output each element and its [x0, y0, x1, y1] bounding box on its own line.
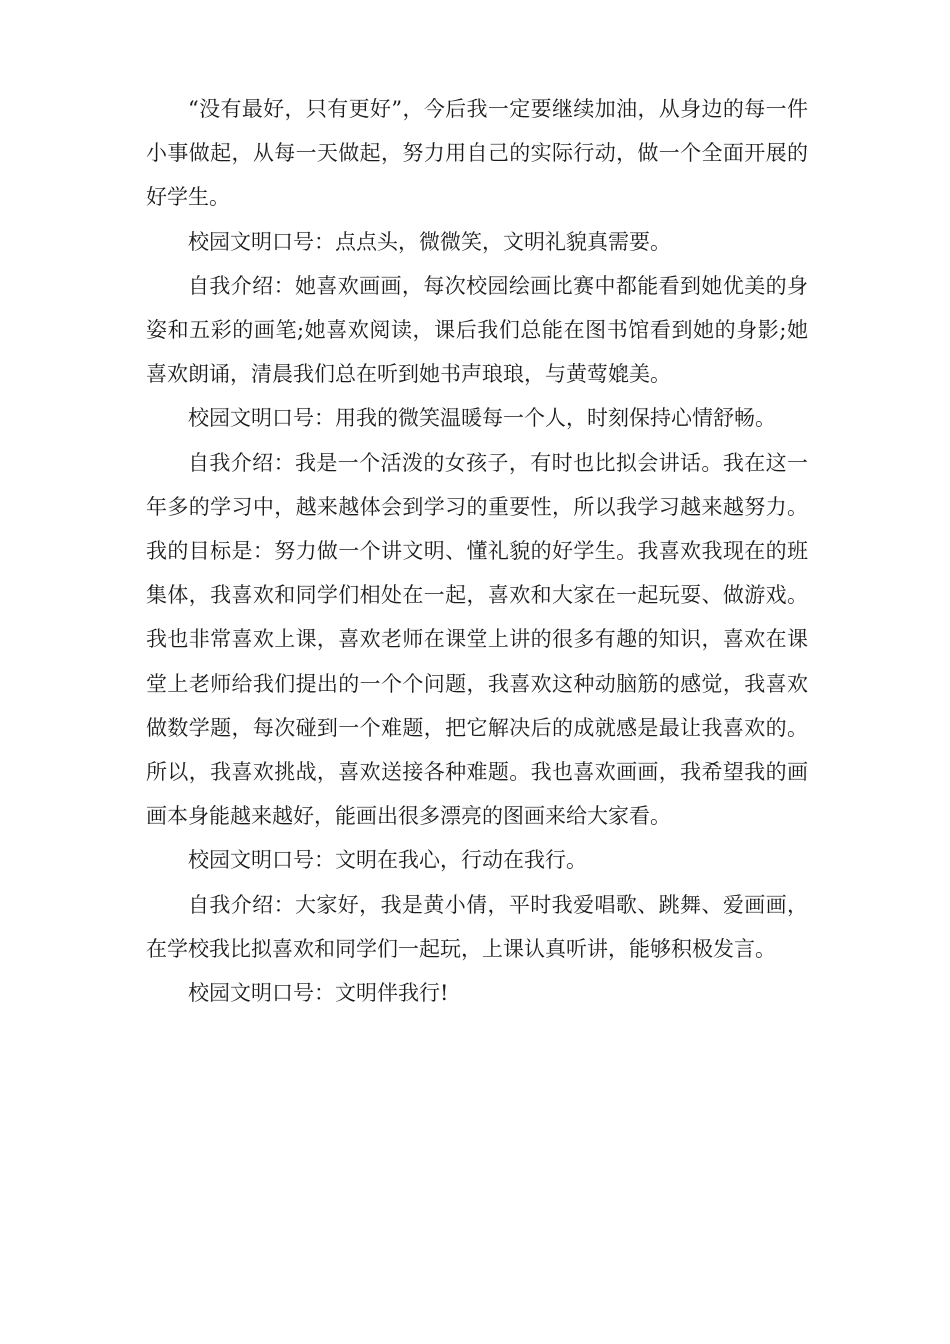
paragraph-slogan-4: 校园文明口号：文明伴我行!	[188, 981, 449, 1006]
paragraph-slogan-1: 校园文明口号：点点头，微微笑，文明礼貌真需要。	[188, 229, 671, 254]
paragraph-intro-1: 自我介绍：她喜欢画画，每次校园绘画比赛中都能看到她优美的身姿和五彩的画笔;她喜欢阅读，课后我们总能在图书馆看到她的身影;她喜欢朗诵，清晨我们总在听到她书声琅琅，与黄莺媲美。	[146, 273, 808, 387]
document-page	[146, 87, 808, 1015]
paragraph-intro-3: 自我介绍：大家好，我是黄小倩，平时我爱唱歌、跳舞、爱画画，在学校我比拟喜欢和同学们一起玩，上课认真听讲，能够积极发言。	[146, 892, 808, 961]
paragraph-slogan-3: 校园文明口号：文明在我心，行动在我行。	[188, 848, 587, 873]
paragraph-closing-remark: “没有最好，只有更好”，今后我一定要继续加油，从身边的每一件小事做起，从每一天做起，努力用自己的实际行动，做一个全面开展的好学生。	[146, 97, 808, 210]
paragraph-slogan-2: 校园文明口号：用我的微笑温暖每一个人，时刻保持心情舒畅。	[188, 406, 776, 431]
paragraph-intro-2: 自我介绍：我是一个活泼的女孩子，有时也比拟会讲话。我在这一年多的学习中，越来越体会到学习的重要性，所以我学习越来越努力。我的目标是：努力做一个讲文明、懂礼貌的好学生。我喜欢我现在的班集体，我喜欢和同学们相处在一起，喜欢和大家在一起玩耍、做游戏。我也非常喜欢上课，喜欢老师在课堂上讲的很多有趣的知识，喜欢在课堂上老师给我们提出的一个个问题，我喜欢这种动脑筋的感觉，我喜欢做数学题，每次碰到一个难题，把它解决后的成就感是最让我喜欢的。所以，我喜欢挑战，喜欢送接各种难题。我也喜欢画画，我希望我的画画本身能越来越好，能画出很多漂亮的图画来给大家看。	[146, 450, 808, 829]
